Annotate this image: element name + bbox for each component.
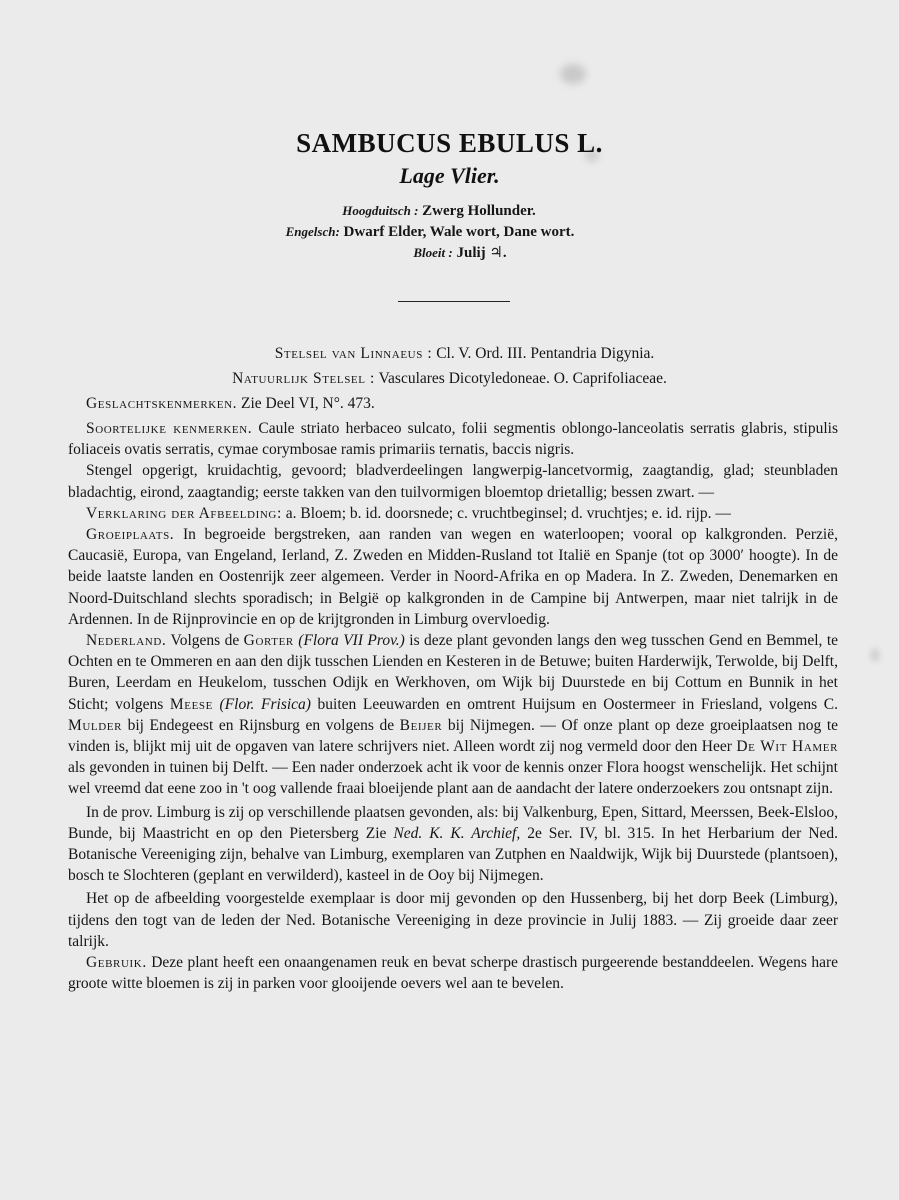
alt-name-english: Engelsch: Dwarf Elder, Wale wort, Dane wort. [285,224,575,240]
usage-section: Gebruik. Deze plant heeft een onaangenamen reuk en bevat scherpe drastisch purgeerende bestanddeelen. Wegens hare groote witte bloemen is zij in parken voor glooijende oevers wel aan te bevelen. [68,954,839,993]
figure-explanation: Verklaring der Afbeelding: a. Bloem; b. id. doorsnede; c. vruchtbeginsel; d. vruchtjes; e. id. rijp. — [86,504,731,522]
main-text [68,418,838,994]
linnaeus-system: Stelsel van Linnaeus : Cl. V. Ord. III. Pentandria Digynia. [274,345,655,362]
page-title: SAMBUCUS EBULUS L. [296,128,603,158]
netherlands-section: Nederland. Volgens de Gorter (Flora VII Prov.) is deze plant gevonden langs den weg tusschen Gend en Bemmel, te Ochten en te Ommeren en aan den dijk tusschen Lienden en Kesteren in de Betuwe; buiten Harderwijk, Terwolde, bij Delft, Buren, Leerdam en Heukelom, tusschen Odijk en Werkhoven, om Wijk bij Duurstede en bij Cottum en Bunnik in het Sticht; volgens Meese (Flor. Frisica) buiten Leeuwarden en omtrent Huijsum en Oostermeer in Friesland, volgens C. Mulder bij Endegeest en Rijnsburg en volgens de Beijer bij Nijmegen. — Of onze plant op deze groeiplaatsen nog te vinden is, blijkt mij uit de opgaven van latere schrijvers niet. Alleen wordt zij nog vermeld door den Heer De Wit Hamer als gevonden in tuinen bij Delft. — Een nader onderzoek acht ik voor de kennis onzer Flora hoogst wenschelijk. Het schijnt wel vreemd dat eene zoo in 't oog vallende fraai bloeijende plant aan de aandacht der latere onderzoekers zou ontsnapt zijn. [68,632,839,798]
genus-characteristics: Geslachtskenmerken. Zie Deel VI, N°. 473. [86,395,375,412]
species-characteristics: Soortelijke kenmerken. Caule striato herbaceo sulcato, folii segmentis oblongo-lanceolatis serratis glabris, stipulis foliaceis ovatis serratis, cymae corymbosae ramis primariis ternatis, baccis nigris. [68,420,839,459]
page-subtitle: Lage Vlier. [399,163,500,188]
ink-smudge [560,64,586,84]
flowering-time: Bloeit : Julij ♃. [413,245,507,261]
stem-description: Stengel opgerigt, kruidachtig, gevoord; bladverdeelingen langwerpig-lancetvormig, zaagtandig, glad; steunbladen bladachtig, eirond, zaagtandig; eerste takken van den tuilvormigen bloemtop drietallig; bessen zwart. — [68,462,838,501]
divider-rule [398,301,510,302]
alt-name-german: Hoogduitsch : Zwerg Hollunder. [342,203,536,219]
habitat: Groeiplaats. In begroeide bergstreken, aan randen van wegen en waterloopen; vooral op kalkgronden. Perzië, Caucasië, Europa, van Engeland, Ierland, Z. Zweden en Midden-Rusland tot Italië en Spanje (tot op 3000′ hoogte). In de beide laatste landen en Oostenrijk zeer algemeen. Verder in Noord-Afrika en op Madera. In Z. Zweden, Denemarken en Noord-Duitschland slechts sporadisch; in België op kalkgronden in de Campine bij Antwerpen, maar niet talrijk in de Ardennen. In de Rijnprovincie en op de krijtgronden in Limburg overvloedig. [68,526,838,628]
limburg-section: In de prov. Limburg is zij op verschillende plaatsen gevonden, als: bij Valkenburg, Epen, Sittard, Meerssen, Beek-Elsloo, Bunde, bij Maastricht en op den Pietersberg Zie Ned. K. K. Archief, 2e Ser. IV, bl. 315. In het Herbarium der Ned. Botanische Vereeniging zijn, behalve van Limburg, exemplaren van Zutphen en Naaldwijk, Wijk bij Duurstede (plantsoen), bosch te Slochteren (geplant en verwilderd), kasteel in de Ooy bij Nijmegen. [68,803,839,885]
alternative-names [200,200,660,263]
ink-smudge [870,648,880,662]
illustration-note: Het op de afbeelding voorgestelde exemplaar is door mij gevonden op den Hussenberg, bij het dorp Beek (Limburg), tijdens den togt van de leden der Ned. Botanische Vereeniging in deze provincie in Julij 1883. — Zij groeide daar zeer talrijk. [68,890,838,950]
natural-system: Natuurlijk Stelsel : Vasculares Dicotyledoneae. O. Caprifoliaceae. [232,370,667,387]
